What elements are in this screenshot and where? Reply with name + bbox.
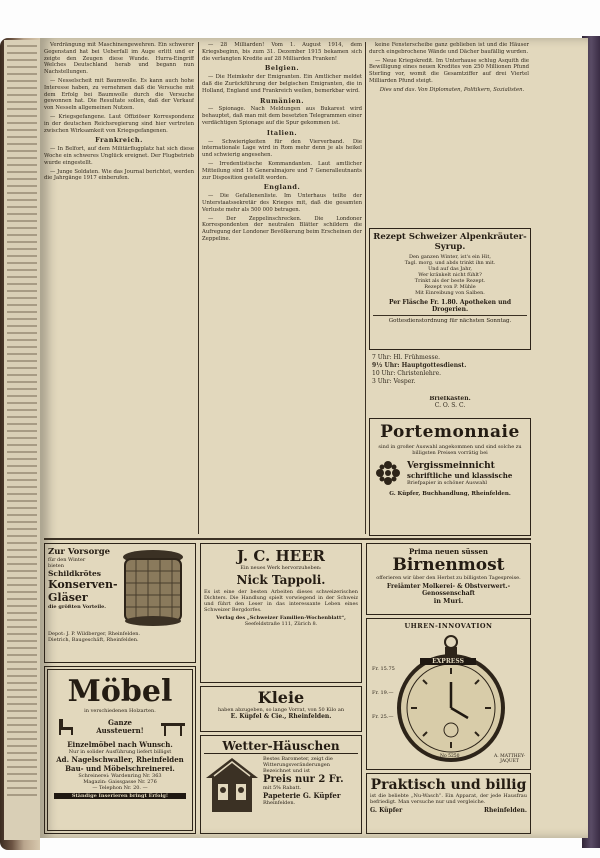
- ad-birnenmost: [366, 543, 531, 615]
- ad-shop: G. Küpfer, Buchhandlung, Rheinfelden.: [389, 491, 511, 497]
- ad-price: Preis nur 2 Fr.: [263, 774, 344, 785]
- ad-title: Rezept Schweizer Alpenkräuter-Syrup.: [373, 232, 527, 252]
- ad-motto: Ständige Inserieren bringt Erfolg!: [54, 793, 186, 799]
- article-paragraph: — In Belfort, auf dem Militärflugplatz hat sich diese Woche ein schweres Unglück ereignet. Der Flugbetrieb wurde eingestellt.: [44, 146, 194, 166]
- ad-line: Nur in solider Ausführung liefert billigst: [68, 749, 172, 755]
- ad-addr: Seefeldstraße 111, Zürich 8.: [244, 621, 318, 627]
- ad-title: J. C. HEER: [236, 547, 325, 565]
- watch-brand: EXPRESS: [420, 658, 476, 665]
- schedule-row: 3 Uhr: Vesper.: [372, 378, 416, 385]
- ad-firm: Bau- und Möbelschreinerei.: [65, 764, 175, 773]
- ad-price: Per Fläsche Fr. 1.80. Apotheken und Drogerien.: [388, 299, 512, 313]
- ad-tel: — Telephon Nr. 20. —: [92, 785, 148, 791]
- ad-depot: Depot: J. P. Wildberger, Rheinfelden.: [48, 631, 141, 637]
- ad-line: Gläser: [48, 591, 88, 604]
- ad-wetter-haeuschen: [200, 735, 362, 834]
- ad-heer-book: [200, 543, 362, 683]
- ad-book: Nick Tappoli.: [236, 573, 326, 587]
- ad-line: Konserven-: [48, 578, 118, 591]
- ad-line: Tagl. morg. und abds trinkt ihn mit.: [404, 260, 496, 266]
- ad-addr: Schreinerei: Wardenring Nr. 363: [78, 773, 162, 779]
- ad-town: in Muri.: [433, 597, 464, 605]
- section-heading: England.: [263, 183, 301, 192]
- ad-praktisch-billig: [366, 773, 531, 834]
- column-rule: [198, 42, 199, 534]
- ad-uhren-innovation: [366, 618, 531, 770]
- ad-line: haben abzugeben, so lange Vorrat, von 50 Kilo an: [217, 707, 345, 713]
- article-paragraph: — Spionage. Nach Meldungen aus Bukarest wird behauptet, daß man mit dem besetzten Telegrammen einer verdächtigen Spionage auf die Spur gekommen ist.: [202, 106, 362, 126]
- article-paragraph: keine Fensterscheibe ganz geblieben ist und die Häuser durch eingebrochene Wände und Dächer baufällig wurden.: [369, 42, 529, 55]
- briefkasten: [372, 396, 528, 416]
- ad-line: offerieren wir über den Herbst zu billigsten Tagespreise.: [376, 575, 521, 581]
- ad-firm: Ad. Nagelschwaller, Rheinfelden: [56, 755, 184, 764]
- article-paragraph: — Der Zeppelinschrecken. Die Londoner Korrespondenten der neutralen Blätter schildern die Aufregung der Londoner Bevölkerung beim Erscheinen der Zeppeline.: [202, 215, 362, 242]
- ad-line: Bezeichnet und ist: [263, 768, 311, 774]
- ad-portemonnaie: [369, 418, 531, 536]
- watch-price: Fr. 19.—: [372, 690, 394, 696]
- weather-house-icon: [204, 756, 260, 816]
- ad-line: Mit Einreibung von Salben.: [415, 290, 485, 296]
- briefkasten-title: Briefkasten.: [429, 396, 471, 402]
- ad-sub: schriftliche und klassische: [407, 470, 513, 480]
- watch-price: Fr. 15.75: [372, 666, 395, 672]
- preserving-jar-icon: [116, 547, 190, 629]
- ad-brand: Vergissmeinnicht: [407, 460, 495, 471]
- article-paragraph: Dies und das. Von Diplomaten, Politikern, Sozialisten.: [379, 86, 525, 93]
- article-paragraph: — Die Gefallenenliste. Im Unterhaus teilte der Unterstaatssekretär des Krieges mit, daß die gesamten Verluste mehr als 500 000 betragen.: [202, 193, 362, 213]
- watch-num: No 5250: [440, 754, 460, 759]
- ad-line: bieten: [48, 563, 64, 569]
- ad-line: Prima neuen süssen: [408, 547, 489, 556]
- section-heading: Belgien.: [264, 64, 300, 73]
- section-heading: Italien.: [266, 128, 298, 137]
- schedule-row: 9½ Uhr: Hauptgottesdienst.: [372, 362, 467, 369]
- ad-sub: in verschiedenen Holzarten.: [84, 708, 156, 714]
- ad-line: Schildkrötes: [48, 569, 101, 578]
- article-column-1: [44, 42, 194, 538]
- ad-line: Bestes Barometer, zeigt die: [263, 756, 333, 762]
- ad-firm: E. Küpfel & Cie., Rheinfelden.: [230, 713, 332, 720]
- article-paragraph: — Schwierigkeiten für den Vierverband. Die internationale Lage wird in Rom mehr denn je als heikel und schwierig angesehen.: [202, 138, 362, 159]
- watch-price: Fr. 25.—: [372, 714, 394, 720]
- schedule-row: 10 Uhr: Christenlehre.: [372, 370, 442, 377]
- ad-town: Rheinfelden.: [263, 800, 296, 806]
- chair-icon: [54, 717, 80, 737]
- ad-line: Wer kränkelt nicht fühlt?: [418, 272, 482, 278]
- schedule-row: 7 Uhr: Hl. Frühmesse.: [372, 354, 441, 361]
- ad-text: ist die beliebte „Nu-Wasch“. Ein Apparat, der jede Hausfrau befriedigt. Man versuche nur und vergleiche.: [370, 793, 527, 805]
- pocket-watch-icon: [396, 632, 506, 764]
- ad-body: Es ist eine der besten Arbeiten dieses schweizerischen Dichters. Die Handlung spielt vorwiegend in der Schweiz und führt den Leser in das interessante Leben eines Schweizer Bergdorfes.: [204, 589, 358, 613]
- ad-firm: Freiämter Molkerei- & Obstverwert.-Genossenschaft: [386, 583, 511, 597]
- ad-line: Ein neues Werk hervorzuheben:: [240, 565, 322, 571]
- article-paragraph: — 28 Milliarden! Vom 1. August 1914, dem Kriegsbeginn, bis zum 31. Dezember 1915 bekamen sich die verlangten Kredite auf 28 Milliarden Franken!: [202, 42, 362, 62]
- ad-pub: Verlag des „Schweizer Familien-Wochenblatt“,: [216, 615, 346, 621]
- flower-ornament-icon: [373, 458, 403, 488]
- ad-head: UHREN-INNOVATION: [404, 622, 493, 630]
- article-column-2: [202, 42, 362, 536]
- article-paragraph: — Die Heimkehr der Emigranten. Ein Amtlicher meldet daß die Zurückführung der belgischen Emigranten, die in Holland, England und Frankreich weilen, bemerkbar wird.: [202, 74, 362, 94]
- ad-shop: G. Küpfer: [370, 807, 403, 814]
- ad-title: Möbel: [67, 674, 173, 709]
- ad-line: Den ganzen Winter, ist's ein Hit,: [408, 254, 492, 260]
- ad-town: Rheinfelden.: [484, 807, 527, 814]
- ad-line: Trinkt als der beste Rezept.: [414, 278, 486, 284]
- ad-line: Und auf das Jahr,: [428, 266, 472, 272]
- ad-line: die größten Vorteile.: [48, 604, 107, 610]
- table-icon: [160, 717, 186, 737]
- newspaper-page: [40, 38, 588, 838]
- ad-box: Ganze: [107, 718, 133, 727]
- ad-addr: Magazin: Gaissgasse Nr. 276: [83, 779, 157, 785]
- ad-text: sind in großer Auswahl angekommen und sind solche zu billigsten Preisen vorrätig bei: [378, 444, 522, 456]
- horizontal-rule: [44, 538, 531, 540]
- ad-line: für den Winter: [48, 557, 86, 563]
- section-heading: Rumänien.: [259, 96, 305, 105]
- ad-line: Einzelmöbel nach Wunsch.: [67, 740, 173, 749]
- ad-title: Portemonnaie: [380, 422, 520, 442]
- ad-box: Aussteuern!: [96, 726, 144, 735]
- ad-title: Praktisch und billig: [370, 777, 527, 793]
- article-paragraph: Verdrängung mit Maschinengewehren. Ein schwerer Gegenstand hat bei Ueberfall im Auge erlitt und er zeigte den Zeugen diese Wunde. Hurra-Eingriff Welches Deutschland herab und begann nun Nachstellungen.: [44, 42, 194, 76]
- ad-kleie: [200, 686, 362, 732]
- ad-moebel: [44, 666, 196, 834]
- ad-title: Wetter-Häuschen: [204, 739, 358, 754]
- article-paragraph: — Junge Soldaten. Wie das Journal berichtet, werden die Jahrgänge 1917 einberufen.: [44, 168, 194, 182]
- article-paragraph: — Neue Kriegskredit. Im Unterhause schlug Asquith die Bewilligung eines neuen Kredites von 250 Millionen Pfund Sterling vor, womit die Gesamtziffer auf drei Viertel Milliarden Pfund steigt.: [369, 57, 529, 84]
- ad-alpenkraeuter-syrup: [369, 228, 531, 350]
- ad-footer: Gottesdienstordnung für nächsten Sonntag.: [373, 315, 527, 324]
- ad-shop: Papeterie G. Küpfer: [263, 791, 341, 800]
- briefkasten-text: C. O. S. C.: [434, 401, 466, 409]
- ad-konserven-glaeser: [44, 543, 196, 663]
- column-rule: [365, 42, 366, 534]
- ad-line: Witterungsveränderungen: [263, 762, 330, 768]
- article-paragraph: — Kriegsgefangene. Laut Offiziöser Korrespondenz in der deutschen Reichsregierung sind hier vertreten zwischen Wirksamkeit von Kriegsgefangenen.: [44, 113, 194, 134]
- left-page-edge: [4, 40, 40, 840]
- ad-sub2: Briefpapier in schöner Auswahl: [407, 479, 488, 486]
- article-paragraph: — Irredentistische Kommandanten. Laut amtlicher Mitteilung sind 18 Generalmajore und 7 Generalleutnants zur Disposition gestellt worden.: [202, 160, 362, 181]
- ad-title: Birnenmost: [392, 555, 505, 575]
- article-column-3: [369, 42, 529, 224]
- ad-line: mit 5% Rabatt.: [263, 785, 302, 791]
- section-heading: Frankreich.: [95, 136, 143, 145]
- ad-line: Zur Vorsorge: [48, 547, 111, 557]
- ad-title: Kleie: [257, 688, 305, 707]
- article-paragraph: — Nesselscheit mit Baumwolle. Es kann auch hohe Interesse haben, zu vernehmen daß die Versuche mit dem Erfolg bei Baumwolle durch die Versuche gewonnen hat. Die Resultate sollen, daß der Verkauf von Nesseln allgemeinen Nutzen.: [44, 77, 194, 112]
- watch-make: A. MATTHEY-JAQUET: [493, 754, 525, 764]
- ad-depot: Dietrich, Baugeschäft, Rheinfelden.: [48, 637, 139, 643]
- ad-line: Rezept von P. Mühle: [424, 284, 476, 290]
